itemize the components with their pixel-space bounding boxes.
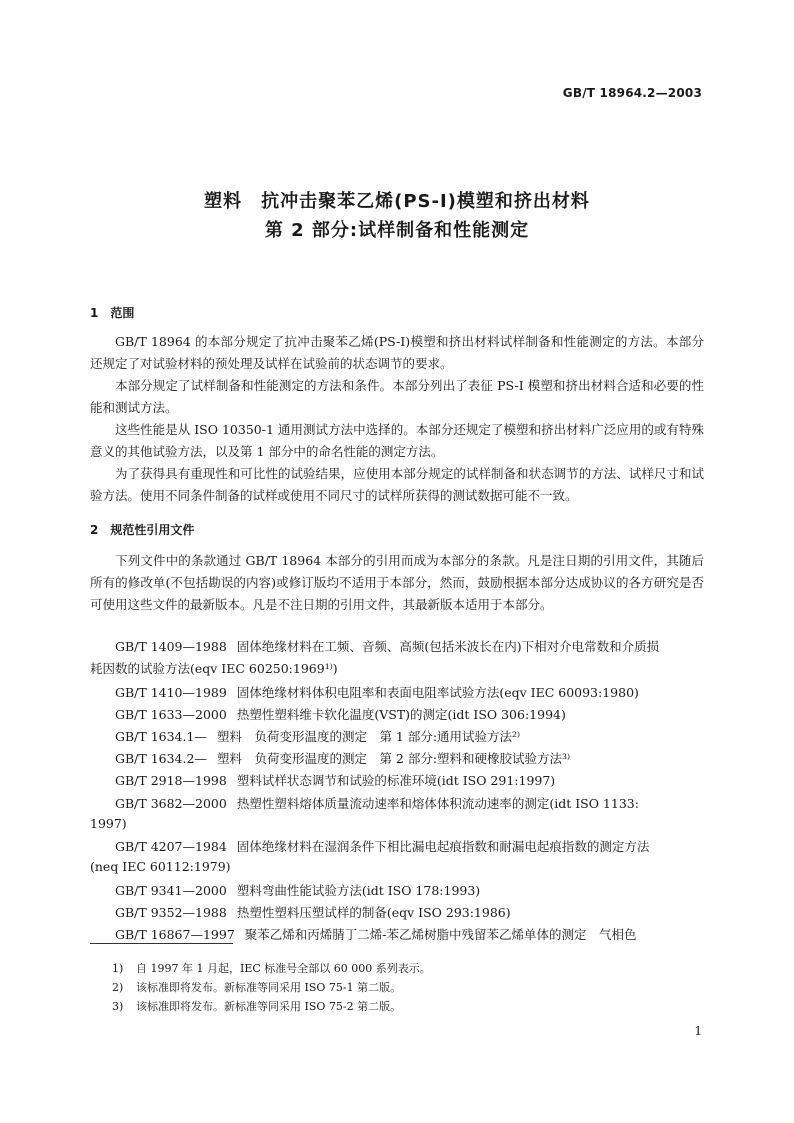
footnote-text: 自 1997 年 1 月起，IEC 标准号全部以 60 000 系列表示。: [136, 962, 431, 975]
section-1-paragraph-2: [90, 375, 704, 419]
reference-item: [115, 925, 637, 943]
reference-item: [115, 881, 480, 899]
reference-title: 塑料 负荷变形温度的测定 第 2 部分:塑料和硬橡胶试验方法³⁾: [216, 751, 571, 766]
reference-item: [115, 637, 659, 655]
paragraph-text: 为了获得具有重现性和可比性的试验结果，应使用本部分规定的试样制备和状态调节的方法、试样尺寸和试验方法。使用不同条件制备的试样或使用不同尺寸的试样所获得的测试数据可能不一致。: [90, 466, 704, 503]
reference-code: GB/T 4207—1984: [115, 839, 227, 854]
footnote: [112, 998, 401, 1014]
reference-title: 热塑性塑料熔体质量流动速率和熔体体积流动速率的测定(idt ISO 1133:: [236, 796, 639, 811]
section-1-paragraph-3: [90, 419, 704, 463]
reference-title: 热塑性塑料维卡软化温度(VST)的测定(idt ISO 306:1994): [236, 707, 566, 722]
reference-code: GB/T 1634.1—: [115, 729, 207, 744]
paragraph-text: GB/T 18964 的本部分规定了抗冲击聚苯乙烯(PS-I)模塑和挤出材料试样制备和性能测定的方法。本部分还规定了对试验材料的预处理及试样在试验前的状态调节的要求。: [90, 334, 704, 371]
reference-title: 塑料弯曲性能试验方法(idt ISO 178:1993): [236, 883, 481, 898]
reference-item: [115, 749, 570, 767]
reference-item: [115, 903, 511, 921]
reference-code: GB/T 1409—1988: [115, 639, 227, 654]
reference-item: [115, 683, 639, 701]
reference-item: [115, 771, 555, 789]
reference-code: GB/T 9341—2000: [115, 883, 227, 898]
page-number: 1: [694, 1024, 702, 1038]
footnote-text: 该标准即将发布。新标准等同采用 ISO 75-1 第二版。: [136, 981, 402, 994]
reference-title: 固体绝缘材料体积电阻率和表面电阻率试验方法(eqv IEC 60093:1980): [236, 685, 639, 700]
reference-item: [115, 794, 639, 812]
reference-title: 聚苯乙烯和丙烯腈丁二烯-苯乙烯树脂中残留苯乙烯单体的测定 气相色: [244, 927, 637, 942]
reference-continuation: 耗因数的试验方法(eqv IEC 60250:1969¹⁾): [90, 661, 338, 676]
paragraph-text: 本部分规定了试样制备和性能测定的方法和条件。本部分列出了表征 PS-I 模塑和挤出材料合适和必要的性能和测试方法。: [90, 378, 704, 415]
footnote: [112, 979, 401, 995]
footnote-text: 该标准即将发布。新标准等同采用 ISO 75-2 第二版。: [136, 1000, 402, 1013]
document-title-line1: 塑料 抗冲击聚苯乙烯(PS-I)模塑和挤出材料: [204, 191, 590, 212]
section-2-intro: [90, 550, 704, 616]
paragraph-text: 这些性能是从 ISO 10350-1 通用测试方法中选择的。本部分还规定了模塑和挤出材料广泛应用的或有特殊意义的其他试验方法，以及第 1 部分中的命名性能的测定方法。: [90, 422, 704, 459]
paragraph-text: 下列文件中的条款通过 GB/T 18964 本部分的引用而成为本部分的条款。凡是注日期的引用文件，其随后所有的修改单(不包括勘误的内容)或修订版均不适用于本部分，然而，鼓励根据本部分达成协议的各方研究是否可使用这些文件的最新版本。凡是不注日期的引用文件，其最新版本适用于本部分。: [90, 553, 704, 612]
footnote-divider: [90, 943, 233, 944]
footnote-number: 2): [112, 981, 124, 994]
document-title-line2: 第 2 部分:试样制备和性能测定: [264, 220, 530, 241]
footnote-number: 1): [112, 962, 124, 975]
section-1-paragraph-4: [90, 463, 704, 507]
reference-title: 固体绝缘材料在工频、音频、高频(包括米波长在内)下相对介电常数和介质损: [236, 639, 660, 654]
reference-title: 塑料试样状态调节和试验的标准环境(idt ISO 291:1997): [236, 773, 556, 788]
reference-continuation: 1997): [90, 816, 127, 831]
reference-code: GB/T 1633—2000: [115, 707, 227, 722]
footnote-number: 3): [112, 1000, 124, 1013]
reference-code: GB/T 1634.2—: [115, 751, 207, 766]
reference-code: GB/T 3682—2000: [115, 796, 227, 811]
reference-title: 固体绝缘材料在湿润条件下相比漏电起痕指数和耐漏电起痕指数的测定方法: [236, 839, 650, 854]
reference-item: [115, 837, 649, 855]
reference-code: GB/T 16867—1997: [115, 927, 235, 942]
standard-number: GB/T 18964.2—2003: [562, 86, 702, 100]
footnote: [112, 960, 431, 976]
reference-title: 塑料 负荷变形温度的测定 第 1 部分:通用试验方法²⁾: [216, 729, 521, 744]
reference-item: [115, 705, 566, 723]
reference-code: GB/T 2918—1998: [115, 773, 227, 788]
reference-code: GB/T 9352—1988: [115, 905, 227, 920]
section-1-heading: 1 范围: [90, 306, 135, 320]
reference-item: [115, 727, 520, 745]
section-2-heading: 2 规范性引用文件: [90, 523, 195, 537]
reference-title: 热塑性塑料压塑试样的制备(eqv ISO 293:1986): [236, 905, 511, 920]
section-1-paragraph-1: [90, 331, 704, 375]
reference-code: GB/T 1410—1989: [115, 685, 227, 700]
reference-continuation: (neq IEC 60112:1979): [90, 859, 231, 874]
